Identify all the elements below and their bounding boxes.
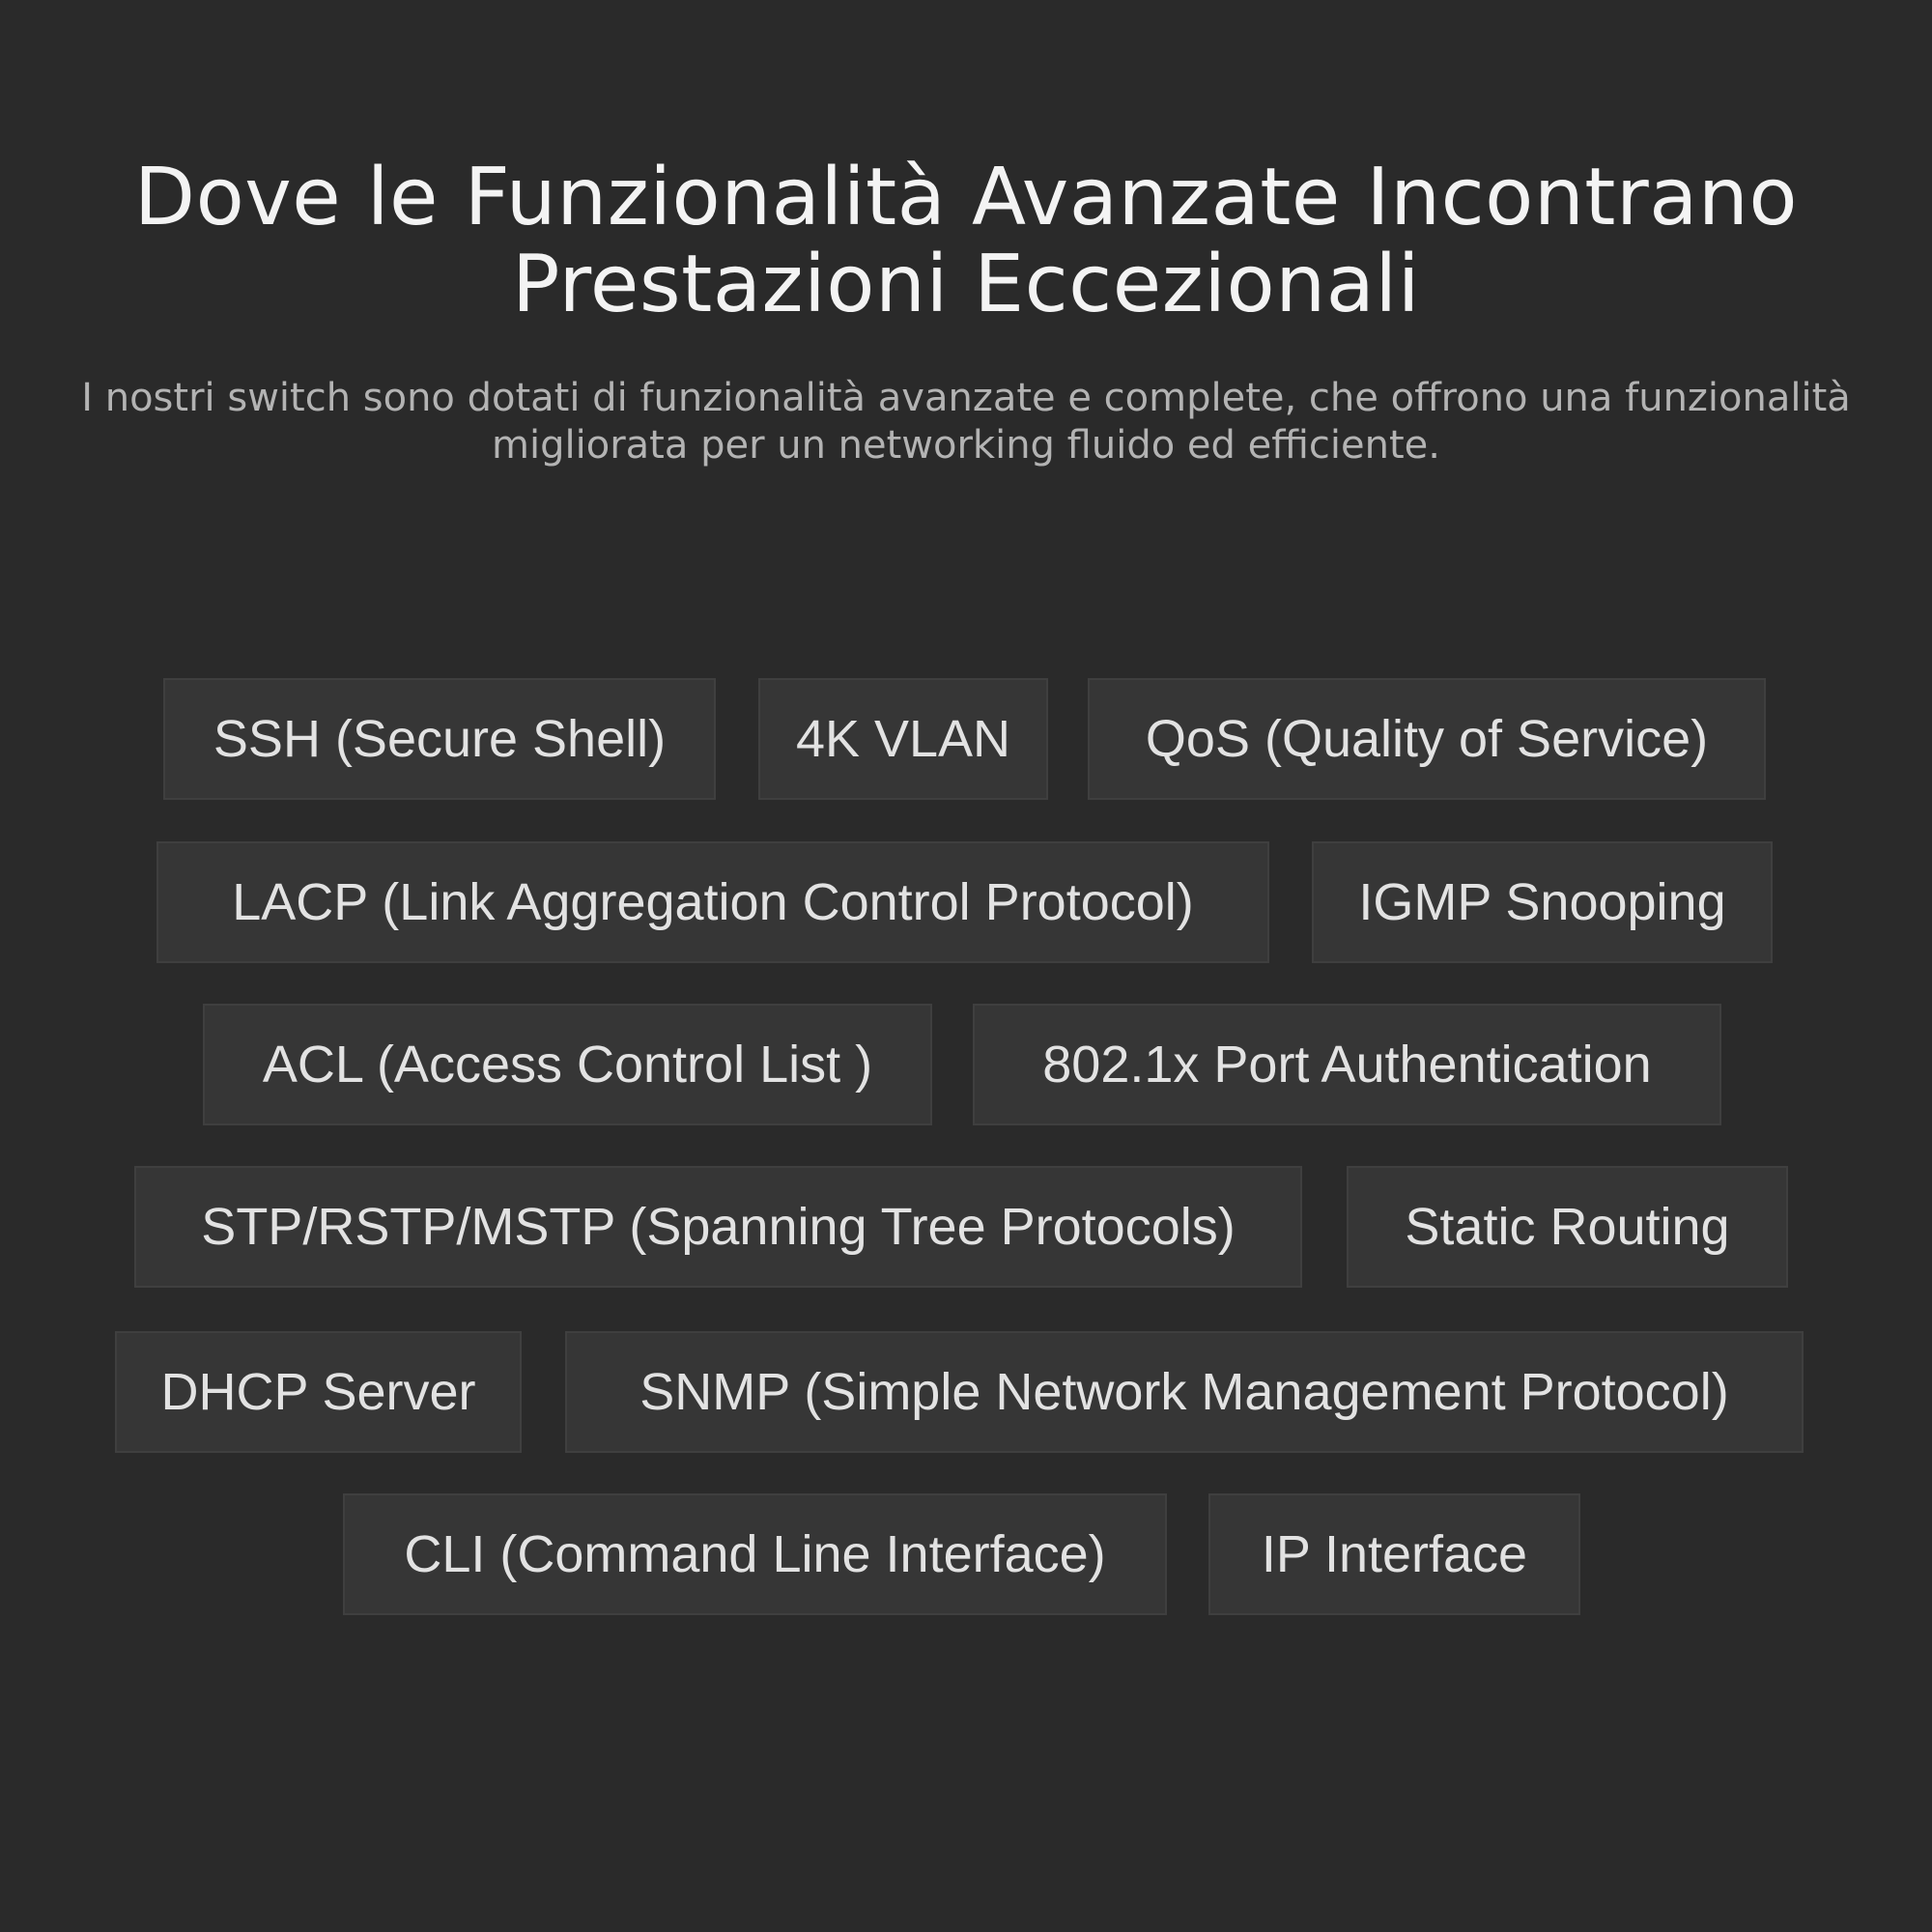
feature-row-5 xyxy=(0,1331,1932,1453)
feature-tag-ip-interface: IP Interface xyxy=(1208,1493,1580,1615)
feature-tag-igmp-snooping: IGMP Snooping xyxy=(1312,841,1773,963)
feature-tag-lacp: LACP (Link Aggregation Control Protocol) xyxy=(156,841,1269,963)
feature-row-4 xyxy=(0,1166,1932,1288)
feature-tag-snmp: SNMP (Simple Network Management Protocol) xyxy=(565,1331,1804,1453)
feature-row-2 xyxy=(0,841,1932,963)
page-title-line-1: Dove le Funzionalità Avanzate Incontrano xyxy=(133,152,1799,243)
feature-row-3 xyxy=(0,1004,1932,1125)
feature-tag-stp-rstp-mstp: STP/RSTP/MSTP (Spanning Tree Protocols) xyxy=(134,1166,1302,1288)
feature-row-1 xyxy=(0,678,1932,800)
feature-tag-static-routing: Static Routing xyxy=(1347,1166,1788,1288)
feature-tag-dhcp-server: DHCP Server xyxy=(115,1331,522,1453)
page-title-line-2: Prestazioni Eccezionali xyxy=(511,239,1420,330)
page-subtitle-line-2: migliorata per un networking fluido ed efficiente. xyxy=(492,423,1440,468)
feature-tag-8021x-port-authentication: 802.1x Port Authentication xyxy=(973,1004,1721,1125)
feature-tag-4k-vlan: 4K VLAN xyxy=(758,678,1048,800)
feature-row-6 xyxy=(0,1493,1932,1615)
feature-tag-ssh: SSH (Secure Shell) xyxy=(163,678,716,800)
page-subtitle xyxy=(0,375,1932,469)
page-title xyxy=(0,152,1932,330)
feature-tag-acl: ACL (Access Control List ) xyxy=(203,1004,932,1125)
page-subtitle-line-1: I nostri switch sono dotati di funzionalità avanzate e complete, che offrono una funzionalità xyxy=(81,376,1851,420)
feature-tag-cli: CLI (Command Line Interface) xyxy=(343,1493,1167,1615)
feature-tag-qos: QoS (Quality of Service) xyxy=(1088,678,1766,800)
